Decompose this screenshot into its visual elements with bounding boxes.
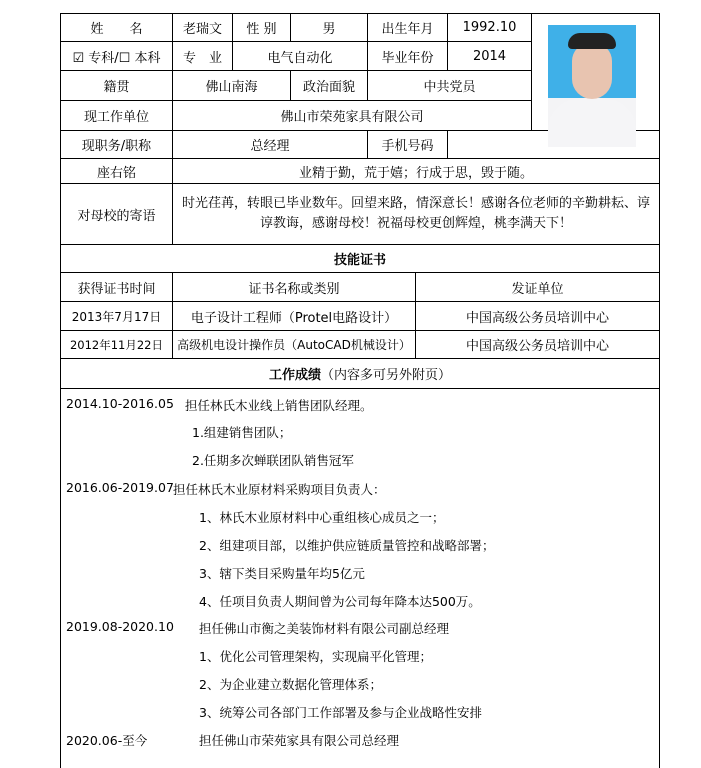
work-date: 2014.10-2016.05: [66, 396, 174, 411]
cert-header-name: 证书名称或类别: [172, 272, 416, 302]
work-text: 1.组建销售团队；: [192, 425, 292, 440]
work-text: 1、林氏木业原材料中心重组核心成员之一；: [199, 510, 445, 525]
origin-label: 籍贯: [60, 70, 173, 101]
name-value: 老瑞文: [172, 13, 233, 42]
work-text: 1、优化公司管理架构，实现扁平化管理；: [199, 649, 432, 664]
work-text: 2.任期多次蝉联团队销售冠军: [192, 453, 354, 468]
major-label: 专 业: [172, 41, 233, 71]
work-text: 4、任项目负责人期间曾为公司每年降本达500万。: [199, 594, 481, 609]
work-title-note: （内容多可另外附页）: [321, 368, 452, 383]
major-value: 电气自动化: [232, 41, 368, 71]
position-label: 现职务/职称: [60, 130, 173, 159]
cert-header-date: 获得证书时间: [60, 272, 173, 302]
work-text: 2、组建项目部，以维护供应链质量管控和战略部署；: [199, 538, 495, 553]
work-text: 担任佛山市荣苑家具有限公司总经理: [199, 733, 400, 748]
work-title: [60, 358, 660, 389]
message-value: 时光荏苒，转眼已毕业数年。回望来路，情深意长！感谢各位老师的辛勤耕耘、谆谆教诲，感谢母校！祝福母校更创辉煌，桃李满天下！: [172, 183, 660, 245]
cert-row-issuer: 中国高级公务员培训中心: [415, 330, 660, 359]
work-text: 担任佛山市衡之美装饰材料有限公司副总经理: [199, 621, 450, 636]
work-text: 担任林氏木业线上销售团队经理。: [185, 398, 373, 413]
origin-value: 佛山南海: [172, 70, 291, 101]
political-value: 中共党员: [367, 70, 532, 101]
employer-value: 佛山市荣苑家具有限公司: [172, 100, 532, 131]
cert-row-issuer: 中国高级公务员培训中心: [415, 301, 660, 331]
grad-label: 毕业年份: [367, 41, 448, 71]
profile-photo: [548, 25, 636, 147]
work-text: 3、统筹公司各部门工作部署及参与企业战略性安排: [199, 705, 482, 720]
work-text: 2、为企业建立数据化管理体系；: [199, 677, 382, 692]
phone-label: 手机号码: [367, 130, 448, 159]
gender-value: 男: [290, 13, 368, 42]
political-label: 政治面貌: [290, 70, 368, 101]
gender-label: 性 别: [232, 13, 291, 42]
message-label: 对母校的寄语: [60, 183, 173, 245]
work-date: 2020.06-至今: [66, 733, 148, 748]
cert-row-name: 高级机电设计操作员（AutoCAD机械设计）: [172, 330, 416, 359]
motto-label: 座右铭: [60, 158, 173, 184]
work-title-text: 工作成绩: [268, 368, 321, 383]
cert-row-name: 电子设计工程师（Protel电路设计）: [172, 301, 416, 331]
name-label: 姓 名: [60, 13, 173, 42]
grad-value: 2014: [447, 41, 532, 71]
cert-row-date: 2013年7月17日: [60, 301, 173, 331]
work-text: 3、辖下类目采购量年均5亿元: [199, 566, 365, 581]
position-value: 总经理: [172, 130, 368, 159]
work-date: 2019.08-2020.10: [66, 619, 174, 634]
birth-label: 出生年月: [367, 13, 448, 42]
cert-row-date: 2012年11月22日: [60, 330, 173, 359]
birth-value: 1992.10: [447, 13, 532, 42]
cert-header-issuer: 发证单位: [415, 272, 660, 302]
certificates-title: 技能证书: [60, 244, 660, 273]
work-text: 担任林氏木业原材料采购项目负责人：: [173, 482, 386, 497]
motto-value: 业精于勤，荒于嬉；行成于思，毁于随。: [172, 158, 660, 184]
degree-checkboxes[interactable]: ☑ 专科/☐ 本科: [60, 41, 173, 71]
work-date: 2016.06-2019.07: [66, 480, 174, 495]
employer-label: 现工作单位: [60, 100, 173, 131]
